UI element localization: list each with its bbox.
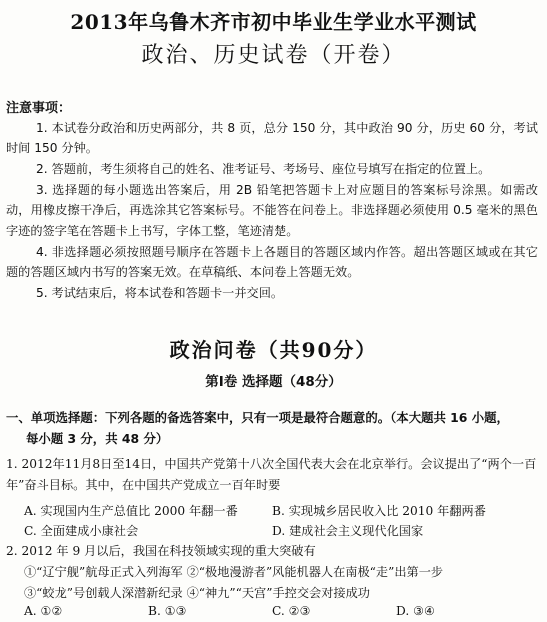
exam-subtitle: 政治、历史试卷（开卷） [141, 43, 406, 68]
question-1-option-a: A. 实现国内生产总值比 2000 年翻一番 [24, 504, 238, 518]
instruction-line-2: 每小题 3 分，共 48 分） [26, 431, 169, 446]
notice-label: 注意事项： [6, 101, 72, 116]
section-instruction [6, 407, 540, 449]
section-title: 政治问卷（共90分） [169, 338, 378, 362]
question-1-stem: 1. 2012年11月8日至14日，中国共产党第十八次全国代表大会在北京举行。会议提出了“两个一百年”奋斗目标。其中，在中国共产党成立一百年时要 [6, 457, 537, 492]
part-title: 第Ⅰ卷 选择题（48分） [205, 374, 342, 390]
question-2-option-a: A. ①② [24, 604, 63, 618]
question-2-option-c: C. ②③ [272, 604, 311, 618]
notice-item-1: 1. 本试卷分政治和历史两部分，共 8 页，总分 150 分，其中政治 90 分，历史 60 分，考试时间 150 分钟。 [6, 121, 538, 156]
question-2-option-b: B. ①③ [148, 604, 187, 618]
question-2-items-line-1: ①“辽宁舰”航母正式入列海军 ②“极地漫游者”风能机器人在南极“走”出第一步 [24, 565, 444, 579]
exam-title: 2013年乌鲁木齐市初中毕业生学业水平测试 [70, 10, 477, 34]
notice-item-5: 5. 考试结束后，将本试卷和答题卡一并交回。 [36, 286, 284, 300]
question-1-option-b: B. 实现城乡居民收入比 2010 年翻两番 [272, 504, 486, 518]
notice-item-4: 4. 非选择题必须按照题号顺序在答题卡上各题目的答题区域内作答。超出答题区域或在其它题的答题区域内书写的答案无效。在草稿纸、本问卷上答题无效。 [6, 245, 538, 280]
notice-item-3: 3. 选择题的每小题选出答案后，用 2B 铅笔把答题卡上对应题目的答案标号涂黑。如需改动，用橡皮擦干净后，再选涂其它答案标号。不能答在问卷上。非选择题必须使用 0.5 毫米的黑色字迹的签字笔在答题卡上书写，字体工整，笔迹清楚。 [6, 183, 538, 238]
question-1-option-d: D. 建成社会主义现代化国家 [272, 524, 424, 538]
question-2-stem: 2. 2012 年 9 月以后，我国在科技领域实现的重大突破有 [6, 544, 316, 558]
question-2-option-d: D. ③④ [396, 604, 435, 618]
instruction-line-1: 一、单项选择题：下列各题的备选答案中，只有一项是最符合题意的。（本大题共 16 小题， [6, 410, 509, 425]
question-1-option-c: C. 全面建成小康社会 [24, 524, 139, 538]
question-2-items-line-2: ③“蛟龙”号创载人深潜新纪录 ④“神九”“天宫”手控交会对接成功 [24, 586, 370, 600]
notice-item-2: 2. 答题前，考生须将自己的姓名、准考证号、考场号、座位号填写在指定的位置上。 [36, 162, 491, 176]
